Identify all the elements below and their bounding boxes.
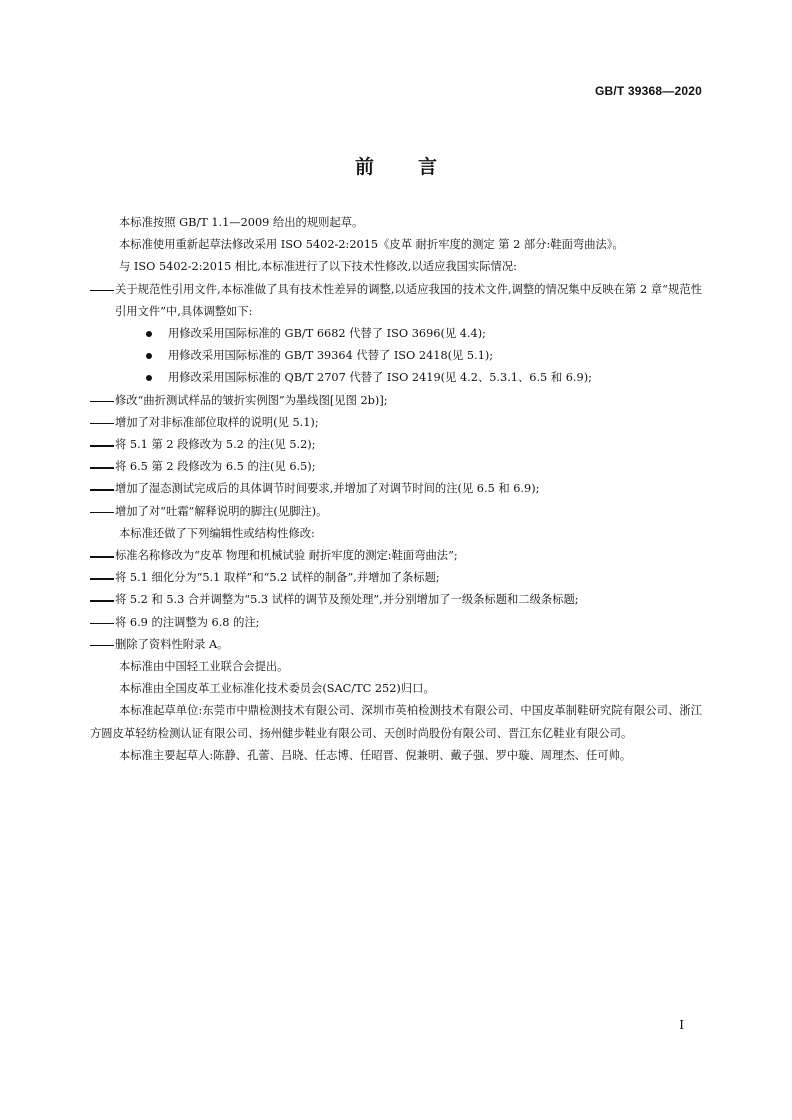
standard-code: GB/T 39368—2020 [594, 84, 702, 98]
list-item-text: 将 6.5 第 2 段修改为 6.5 的注(见 6.5); [115, 460, 316, 474]
paragraph-committee: 本标准由全国皮革工业标准化技术委员会(SAC/TC 252)归口。 [119, 682, 435, 696]
dash-icon [90, 545, 115, 567]
list-item [90, 367, 702, 389]
list-item [90, 567, 702, 589]
list-item-text: 增加了对非标准部位取样的说明(见 5.1); [115, 415, 319, 429]
list-item [90, 456, 702, 478]
list-item-text: 将 6.9 的注调整为 6.8 的注; [115, 615, 260, 629]
list-item-text: 增加了对“吐霜”解释说明的脚注(见脚注)。 [115, 504, 328, 518]
dash-icon [90, 434, 115, 456]
list-item-text: 标准名称修改为“皮革 物理和机械试验 耐折牢度的测定:鞋面弯曲法”; [115, 549, 458, 563]
list-item [90, 501, 702, 523]
paragraph-adoption: 本标准使用重新起草法修改采用 ISO 5402-2:2015《皮革 耐折牢度的测定 第 2 部分:鞋面弯曲法》。 [119, 238, 624, 252]
dash-icon [90, 589, 115, 611]
dash-icon [90, 567, 115, 589]
paragraph-proposer: 本标准由中国轻工业联合会提出。 [119, 660, 289, 674]
bullet-icon [146, 345, 168, 367]
list-item-text: 用修改采用国际标准的 GB/T 39364 代替了 ISO 2418(见 5.1); [168, 349, 494, 363]
list-item-text: 将 5.1 细化分为“5.1 取样”和“5.2 试样的制备”,并增加了条标题; [115, 571, 440, 585]
list-item [90, 545, 702, 567]
list-item-text: 用修改采用国际标准的 QB/T 2707 代替了 ISO 2419(见 4.2、5.3.1、6.5 和 6.9); [168, 371, 592, 385]
list-item-text: 增加了湿态测试完成后的具体调节时间要求,并增加了对调节时间的注(见 6.5 和 6.9); [115, 482, 540, 496]
dash-icon [90, 612, 115, 634]
list-item-text: 修改“曲折测试样品的皱折实例图”为墨线图[见图 2b)]; [115, 393, 388, 407]
bullet-icon [146, 367, 168, 389]
list-item-text: 将 5.2 和 5.3 合并调整为“5.3 试样的调节及预处理”,并分别增加了一级条标题和二级条标题; [115, 593, 579, 607]
list-item [90, 612, 702, 634]
foreword-body [90, 212, 702, 767]
dash-icon [90, 478, 115, 500]
list-item [90, 589, 702, 611]
page-title: 前言 [354, 156, 481, 178]
list-item-text: 用修改采用国际标准的 GB/T 6682 代替了 ISO 3696(见 4.4); [168, 327, 486, 341]
paragraph-tech-changes-intro: 与 ISO 5402-2:2015 相比,本标准进行了以下技术性修改,以适应我国实际情况: [119, 260, 517, 274]
dash-icon [90, 634, 115, 656]
dash-icon [90, 279, 115, 301]
dash-icon [90, 501, 115, 523]
list-item [90, 390, 702, 412]
list-item [90, 478, 702, 500]
list-item [90, 412, 702, 434]
list-item [90, 279, 702, 323]
list-item [90, 634, 702, 656]
paragraph-drafting-units: 本标准起草单位:东莞市中鼎检测技术有限公司、深圳市英柏检测技术有限公司、中国皮革制鞋研究院有限公司、浙江方圆皮革轻纺检测认证有限公司、扬州健步鞋业有限公司、天创时尚股份有限公司、晋江东亿鞋业有限公司。 [90, 704, 702, 740]
paragraph-drafters: 本标准主要起草人:陈静、孔蕾、吕晓、任志博、任昭晋、倪兼明、戴子强、罗中璇、周理杰、任可帅。 [119, 748, 632, 762]
list-item-text: 将 5.1 第 2 段修改为 5.2 的注(见 5.2); [115, 438, 316, 452]
paragraph-drafting-rules: 本标准按照 GB/T 1.1—2009 给出的规则起草。 [119, 216, 364, 229]
list-item [90, 345, 702, 367]
dash-icon [90, 456, 115, 478]
list-item-text: 删除了资料性附录 A。 [115, 637, 229, 651]
dash-icon [90, 390, 115, 412]
list-item-text: 关于规范性引用文件,本标准做了具有技术性差异的调整,以适应我国的技术文件,调整的情况集中反映在第 2 章“规范性引用文件”中,具体调整如下: [115, 282, 702, 318]
dash-icon [90, 412, 115, 434]
bullet-icon [146, 323, 168, 345]
page-number: I [679, 1018, 684, 1032]
paragraph-editorial-intro: 本标准还做了下列编辑性或结构性修改: [119, 526, 315, 540]
list-item [90, 323, 702, 345]
list-item [90, 434, 702, 456]
